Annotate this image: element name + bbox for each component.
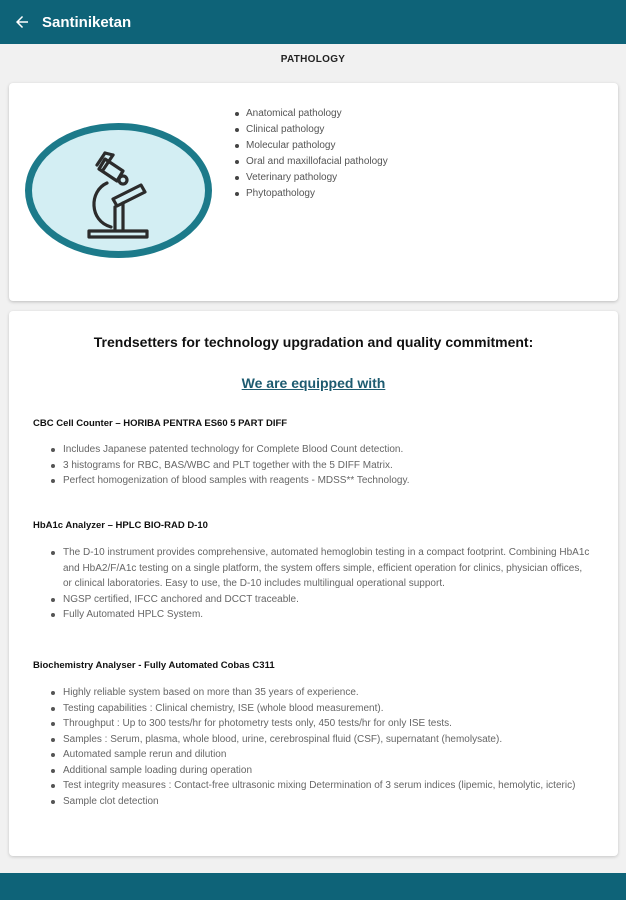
microscope-illustration (25, 123, 212, 258)
list-item: Phytopathology (235, 186, 388, 202)
list-item: Perfect homogenization of blood samples with reagents - MDSS** Technology. (51, 473, 591, 489)
equipment-heading-hba1c: HbA1c Analyzer – HPLC BIO-RAD D-10 (33, 520, 208, 531)
list-item: Automated sample rerun and dilution (51, 747, 591, 763)
list-item: Veterinary pathology (235, 170, 388, 186)
list-item: Clinical pathology (235, 122, 388, 138)
list-item: Highly reliable system based on more than 35 years of experience. (51, 685, 591, 701)
app-title: Santiniketan (42, 13, 132, 31)
equipped-with-link[interactable]: We are equipped with (241, 375, 386, 391)
list-item: 3 histograms for RBC, BAS/WBC and PLT together with the 5 DIFF Matrix. (51, 458, 591, 474)
equipment-title: Trendsetters for technology upgradation and quality commitment: (93, 334, 534, 350)
equipment-list-biochem (51, 685, 591, 809)
list-item: Samples : Serum, plasma, whole blood, urine, cerebrospinal fluid (CSF), supernatant (hemolysate). (51, 732, 591, 748)
app-bar (0, 0, 626, 44)
equipment-list-cbc (51, 442, 591, 489)
list-item: NGSP certified, IFCC anchored and DCCT traceable. (51, 592, 591, 608)
equipment-heading-cbc: CBC Cell Counter – HORIBA PENTRA ES60 5 PART DIFF (33, 418, 288, 429)
list-item: Fully Automated HPLC System. (51, 607, 591, 623)
list-item: The D-10 instrument provides comprehensive, automated hemoglobin testing in a compact footprint. Combining HbA1c and HbA2/F/A1c testing on a single platform, the system offers simple, efficient operation for clinics, physician offices, or clinical laboratories. Easy to use, the D-10 includes multilingual operational support. (51, 545, 591, 592)
list-item: Oral and maxillofacial pathology (235, 154, 388, 170)
equipment-list-hba1c (51, 545, 591, 623)
list-item: Test integrity measures : Contact-free ultrasonic mixing Determination of 3 serum indices (lipemic, hemolytic, icteric) (51, 778, 591, 794)
list-item: Additional sample loading during operation (51, 763, 591, 779)
list-item: Includes Japanese patented technology for Complete Blood Count detection. (51, 442, 591, 458)
pathology-types-list (235, 106, 388, 202)
list-item: Anatomical pathology (235, 106, 388, 122)
equipment-card (9, 311, 618, 856)
bottom-bar (0, 873, 626, 900)
pathology-card (9, 83, 618, 301)
list-item: Molecular pathology (235, 138, 388, 154)
list-item: Testing capabilities : Clinical chemistry, ISE (whole blood measurement). (51, 701, 591, 717)
equipment-heading-biochem: Biochemistry Analyser - Fully Automated Cobas C311 (33, 660, 275, 671)
list-item: Sample clot detection (51, 794, 591, 810)
section-label: PATHOLOGY (280, 54, 346, 65)
back-button[interactable] (4, 0, 40, 44)
list-item: Throughput : Up to 300 tests/hr for photometry tests only, 450 tests/hr for only ISE tests. (51, 716, 591, 732)
microscope-icon (83, 137, 153, 247)
arrow-back-icon (13, 13, 31, 31)
